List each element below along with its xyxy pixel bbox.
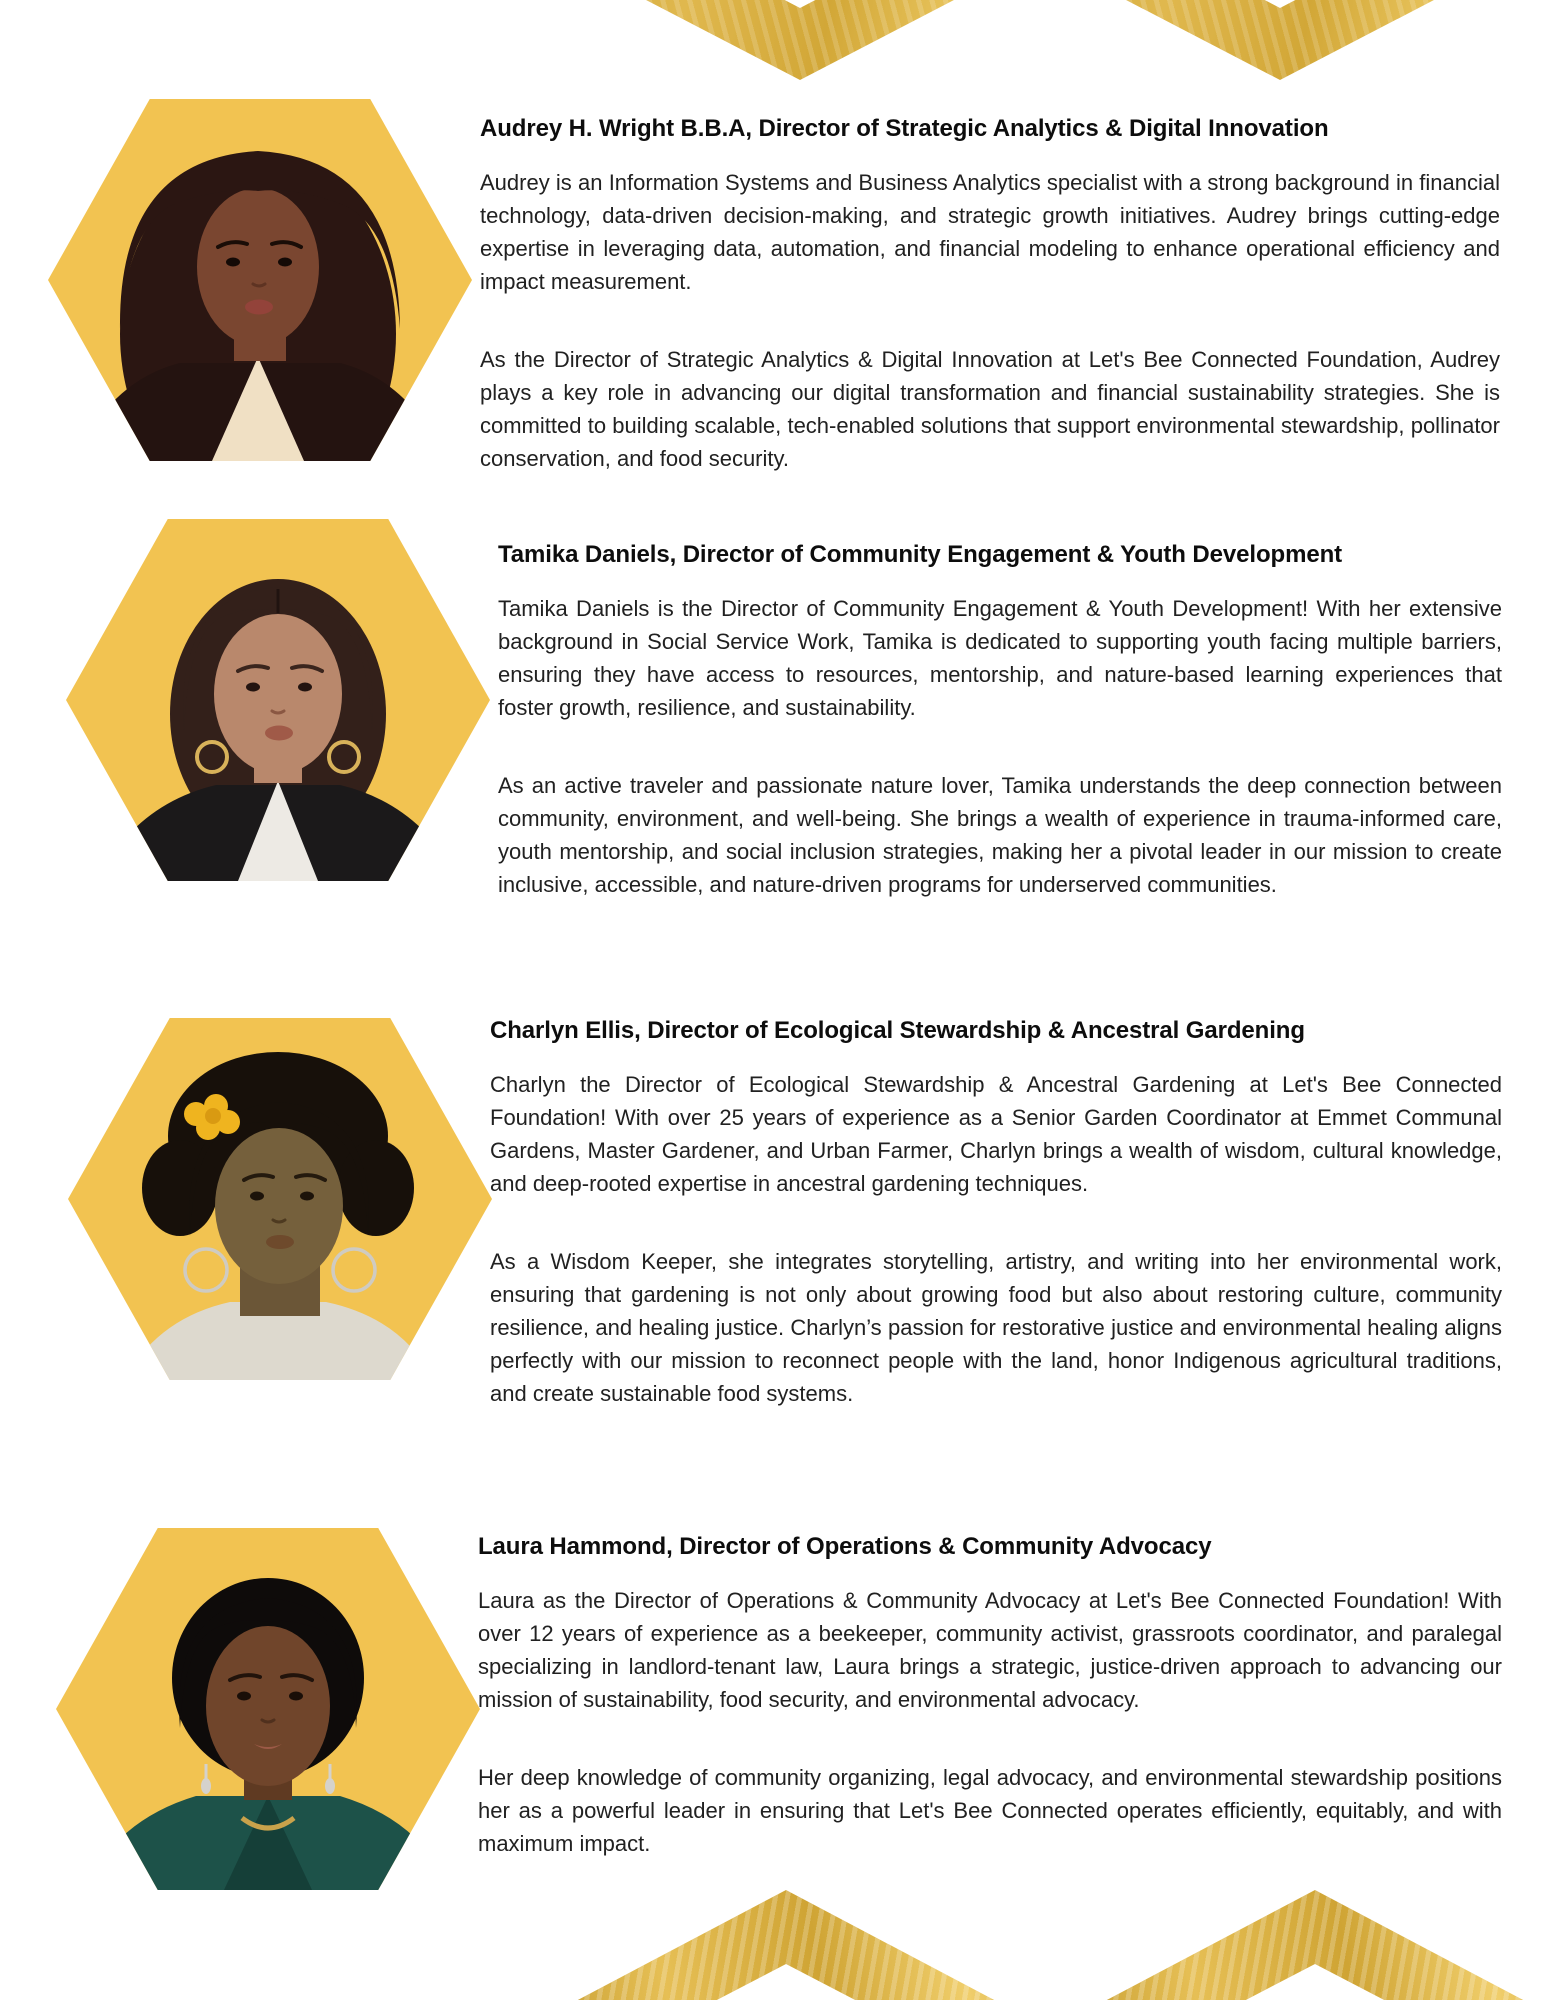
gold-chevron-down-decoration: [1000, 0, 1542, 80]
bio-section: [498, 538, 1502, 901]
team-member-photo: [56, 1528, 480, 1890]
bio-paragraph: As an active traveler and passionate nature lover, Tamika understands the deep connection between community, environment, and well-being. She brings a wealth of experience in trauma-informed care, youth mentorship, and social inclusion strategies, making her a pivotal leader in our mission to create inclusive, accessible, and nature-driven programs for underserved communities.: [498, 773, 1502, 897]
hexagon-photo-frame: [48, 99, 472, 461]
bio-paragraph: Charlyn the Director of Ecological Stewardship & Ancestral Gardening at Let's Bee Connected Foundation! With over 25 years of experience as a Senior Garden Coordinator at Emmet Communal Gardens, Master Gardener, and Urban Farmer, Charlyn brings a wealth of wisdom, cultural knowledge, and deep-rooted expertise in ancestral gardening techniques.: [490, 1072, 1502, 1196]
team-member-photo: [66, 519, 490, 881]
hexagon-photo-frame: [56, 1528, 480, 1890]
member-name-heading: Laura Hammond, Director of Operations & Community Advocacy: [478, 1533, 1212, 1560]
hexagon-photo-frame: [66, 519, 490, 881]
bio-paragraph: As a Wisdom Keeper, she integrates storytelling, artistry, and writing into her environmental work, ensuring that gardening is not only about growing food but also about restoring culture, community resilience, and healing justice. Charlyn’s passion for restorative justice and environmental healing aligns perfectly with our mission to reconnect people with the land, honor Indigenous agricultural traditions, and create sustainable food systems.: [490, 1249, 1502, 1406]
gold-chevron-up-decoration: [506, 1890, 1066, 2000]
member-name-heading: Audrey H. Wright B.B.A, Director of Strategic Analytics & Digital Innovation: [480, 115, 1329, 142]
team-member-photo: [68, 1018, 492, 1380]
hexagon-photo-frame: [68, 1018, 492, 1380]
gold-chevron-down-decoration: [520, 0, 1080, 80]
bio-paragraph: Audrey is an Information Systems and Business Analytics specialist with a strong background in financial technology, data-driven decision-making, and strategic growth initiatives. Audrey brings cutting-edge expertise in leveraging data, automation, and financial modeling to enhance operational efficiency and impact measurement.: [480, 170, 1500, 294]
member-name-heading: Tamika Daniels, Director of Community Engagement & Youth Development: [498, 541, 1343, 568]
bio-paragraph: Laura as the Director of Operations & Community Advocacy at Let's Bee Connected Foundation! With over 12 years of experience as a beekeeper, community activist, grassroots coordinator, and paralegal specializing in landlord-tenant law, Laura brings a strategic, justice-driven approach to advancing our mission of sustainability, food security, and environmental advocacy.: [478, 1588, 1502, 1712]
gold-chevron-up-decoration: [1035, 1890, 1542, 2000]
bio-section: [478, 1530, 1502, 1860]
bio-section: [480, 112, 1500, 475]
bio-paragraph: Tamika Daniels is the Director of Community Engagement & Youth Development! With her extensive background in Social Service Work, Tamika is dedicated to supporting youth facing multiple barriers, ensuring they have access to resources, mentorship, and nature-based learning experiences that foster growth, resilience, and sustainability.: [498, 596, 1502, 720]
bio-paragraph: Her deep knowledge of community organizing, legal advocacy, and environmental stewardship positions her as a powerful leader in ensuring that Let's Bee Connected operates efficiently, equitably, and with maximum impact.: [478, 1765, 1502, 1856]
bio-paragraph: As the Director of Strategic Analytics & Digital Innovation at Let's Bee Connected Foundation, Audrey plays a key role in advancing our digital transformation and financial sustainability strategies. She is committed to building scalable, tech-enabled solutions that support environmental stewardship, pollinator conservation, and food security.: [480, 347, 1500, 471]
member-name-heading: Charlyn Ellis, Director of Ecological Stewardship & Ancestral Gardening: [490, 1017, 1305, 1044]
bio-section: [490, 1014, 1502, 1410]
team-member-photo: [48, 99, 472, 461]
